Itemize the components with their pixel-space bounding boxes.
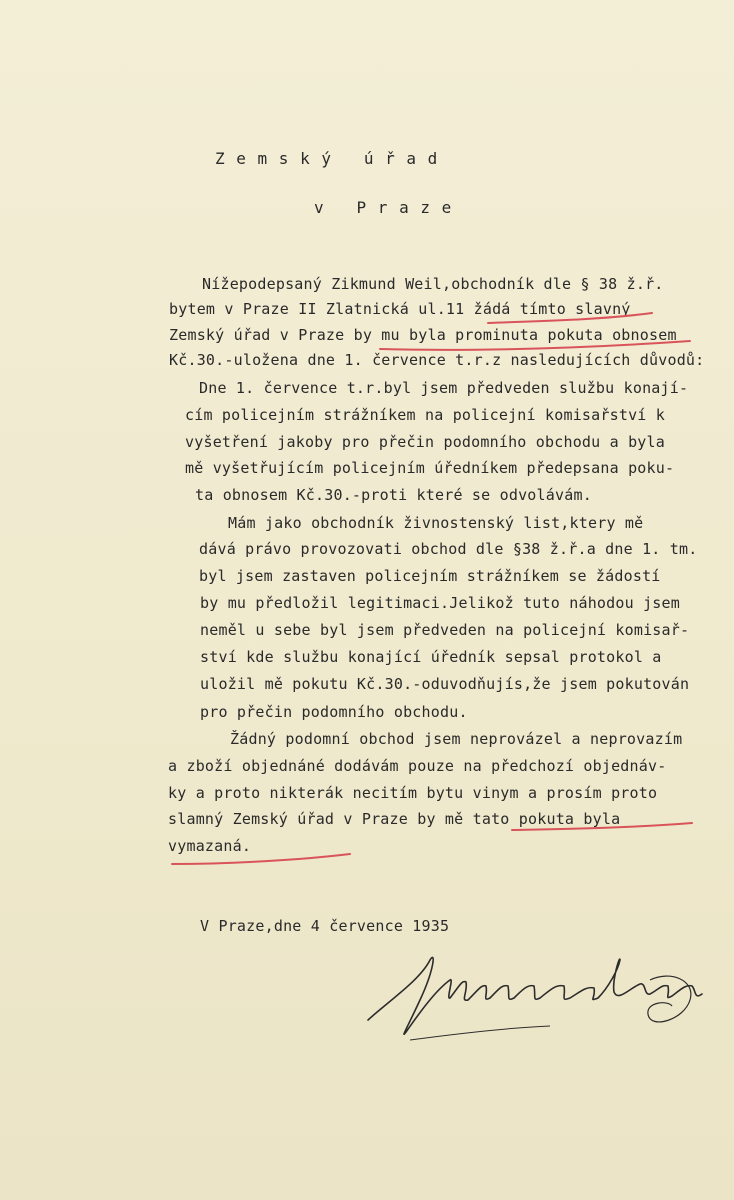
body-line: ky a proto nikterák necitím bytu vinym a prosím proto — [168, 784, 658, 802]
body-line: by mu předložil legitimaci.Jelikož tuto náhodou jsem — [200, 594, 680, 612]
body-line: Mám jako obchodník živnostenský list,ktery mě — [228, 514, 644, 532]
body-line: ství kde službu konající úředník sepsal protokol a — [200, 648, 662, 666]
body-line: uložil mě pokutu Kč.30.-oduvodňujís,že jsem pokutován — [200, 675, 690, 693]
body-line: neměl u sebe byl jsem předveden na policejní komisař- — [200, 621, 690, 639]
body-line: Nížepodepsaný Zikmund Weil,obchodník dle § 38 ž.ř. — [202, 275, 664, 293]
body-line: slamný Zemský úřad v Praze by mě tato pokuta byla — [168, 810, 621, 828]
heading-authority: Z e m s k ý ú ř a d — [215, 149, 439, 168]
body-line: Dne 1. července t.r.byl jsem předveden službu konají- — [199, 379, 689, 397]
body-line: dává právo provozovati obchod dle §38 ž.ř.a dne 1. tm. — [199, 540, 698, 558]
body-line: a zboží objednáné dodávám pouze na předchozí objednáv- — [168, 757, 667, 775]
handwritten-signature — [350, 940, 720, 1060]
body-line: Zemský úřad v Praze by mu byla prominuta pokuta obnosem — [169, 326, 677, 344]
body-line: ta obnosem Kč.30.-proti které se odvolávám. — [195, 486, 592, 504]
body-line: mě vyšetřujícím policejním úředníkem předepsana poku- — [185, 459, 675, 477]
body-line: bytem v Praze II Zlatnická ul.11 žádá tímto slavný — [169, 300, 631, 318]
body-line: vyšetření jakoby pro přečin podomního obchodu a byla — [185, 433, 665, 451]
body-line: byl jsem zastaven policejním strážníkem se žádostí — [199, 567, 661, 585]
heading-location: v P r a z e — [314, 198, 453, 217]
body-line: cím policejním strážníkem na policejní komisařství k — [185, 406, 665, 424]
date-line: V Praze,dne 4 července 1935 — [200, 917, 450, 935]
body-line: Žádný podomní obchod jsem neprovázel a neprovazím — [230, 730, 683, 748]
body-line: vymazaná. — [168, 837, 252, 855]
body-line: pro přečin podomního obchodu. — [200, 703, 468, 721]
body-line: Kč.30.-uložena dne 1. července t.r.z nasledujících důvodů: — [169, 351, 705, 369]
